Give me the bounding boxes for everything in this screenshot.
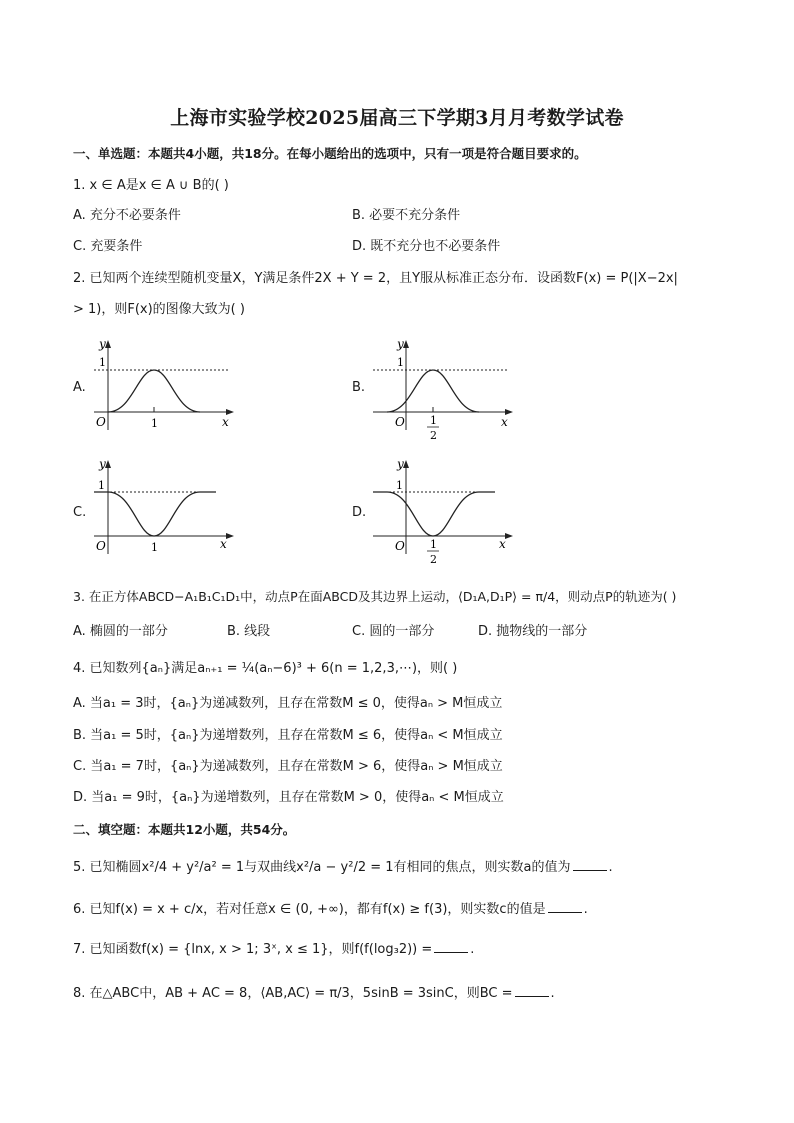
question-5-answer-blank[interactable]: [573, 858, 607, 871]
question-3-stem: 3. 在正方体ABCD−A₁B₁C₁D₁中，动点P在面ABCD及其边界上运动，⟨D₁A,D₁P⟩ = π/4，则动点P的轨迹为( ): [73, 589, 677, 604]
graph-d-half-num: 1: [430, 538, 437, 551]
graph-b-y-label: y: [397, 337, 404, 351]
graph-b-half-num: 1: [430, 414, 437, 427]
question-4-option-c: C. 当a₁ = 7时，{aₙ}为递减数列，且存在常数M > 6，使得aₙ > M恒成立: [73, 759, 503, 774]
page-title: 上海市实验学校2025届高三下学期3月月考数学试卷: [170, 107, 624, 129]
graph-b-one-y: 1: [397, 356, 404, 369]
question-1-option-c: C. 充要条件: [73, 239, 143, 254]
graph-d-y-label: y: [397, 457, 404, 471]
question-7-text: 7. 已知函数f(x) = {lnx, x > 1; 3ˣ, x ≤ 1}，则f(f(log₃2)) =: [73, 942, 433, 957]
question-4-option-a: A. 当a₁ = 3时，{aₙ}为递减数列，且存在常数M ≤ 0，使得aₙ > M恒成立: [73, 696, 503, 711]
graph-a-y-label: y: [99, 337, 106, 351]
question-8: [73, 984, 555, 1003]
question-2-stem-line2: > 1)，则F(x)的图像大致为( ): [73, 302, 245, 317]
graph-a-label: A.: [73, 380, 86, 395]
question-4-option-b: B. 当a₁ = 5时，{aₙ}为递增数列，且存在常数M ≤ 6，使得aₙ < M恒成立: [73, 728, 503, 743]
question-3-option-b: B. 线段: [227, 624, 271, 639]
question-8-period: .: [550, 986, 555, 1001]
question-1-option-d: D. 既不充分也不必要条件: [352, 239, 501, 254]
graph-a-one-y: 1: [99, 356, 106, 369]
graph-b-x-label: x: [501, 415, 508, 429]
graph-c-one-y: 1: [98, 479, 105, 492]
question-6-period: .: [583, 902, 588, 917]
question-5-period: .: [608, 860, 613, 875]
question-6-text: 6. 已知f(x) = x + c/x，若对任意x ∈ (0, +∞)，都有f(x) ≥ f(3)，则实数c的值是: [73, 902, 546, 917]
question-3-option-c: C. 圆的一部分: [352, 624, 435, 639]
section-2-header: 二、填空题：本题共12小题，共54分。: [73, 822, 296, 837]
graph-c-x-label: x: [220, 537, 227, 551]
graph-b: [371, 338, 521, 447]
question-8-answer-blank[interactable]: [515, 984, 549, 997]
question-7: [73, 940, 474, 959]
question-7-period: .: [470, 942, 475, 957]
graph-c-origin: O: [96, 539, 106, 553]
question-2-stem-line1: 2. 已知两个连续型随机变量X，Y满足条件2X + Y = 2，且Y服从标准正态分布．设函数F(x) = P(|X−2x|: [73, 271, 678, 286]
graph-d: [371, 458, 521, 572]
question-8-text: 8. 在△ABC中，AB + AC = 8，⟨AB,AC⟩ = π/3，5sinB = 3sinC，则BC =: [73, 986, 513, 1001]
graph-c-y-label: y: [99, 457, 106, 471]
graph-a-origin: O: [96, 415, 106, 429]
graph-b-origin: O: [395, 415, 405, 429]
graph-a: [92, 338, 242, 442]
graph-b-label: B.: [352, 380, 366, 395]
graph-b-half-den: 2: [430, 429, 437, 442]
graph-a-one-x: 1: [151, 417, 158, 430]
question-4-option-d: D. 当a₁ = 9时，{aₙ}为递增数列，且存在常数M > 0，使得aₙ < M恒成立: [73, 790, 504, 805]
graph-a-x-label: x: [222, 415, 229, 429]
question-4-stem: 4. 已知数列{aₙ}满足aₙ₊₁ = ¼(aₙ−6)³ + 6(n = 1,2,3,⋯)，则( ): [73, 661, 458, 676]
question-6-answer-blank[interactable]: [548, 900, 582, 913]
question-3-option-a: A. 椭圆的一部分: [73, 624, 168, 639]
question-1-option-a: A. 充分不必要条件: [73, 208, 181, 223]
section-1-header: 一、单选题：本题共4小题，共18分。在每小题给出的选项中，只有一项是符合题目要求的。: [73, 146, 587, 161]
graph-c: [92, 458, 242, 562]
question-1-stem: 1. x ∈ A是x ∈ A ∪ B的( ): [73, 178, 229, 193]
graph-d-origin: O: [395, 539, 405, 553]
graph-d-one-y: 1: [396, 479, 403, 492]
question-1-option-b: B. 必要不充分条件: [352, 208, 461, 223]
graph-d-x-label: x: [499, 537, 506, 551]
graph-c-one-x: 1: [151, 541, 158, 554]
question-5: [73, 858, 613, 877]
graph-d-label: D.: [352, 505, 367, 520]
question-5-text: 5. 已知椭圆x²/4 + y²/a² = 1与双曲线x²/a − y²/2 = 1有相同的焦点，则实数a的值为: [73, 860, 571, 875]
graph-d-half-den: 2: [430, 553, 437, 566]
question-3-option-d: D. 抛物线的一部分: [478, 624, 588, 639]
graph-c-label: C.: [73, 505, 87, 520]
question-7-answer-blank[interactable]: [434, 940, 468, 953]
question-6: [73, 900, 588, 919]
